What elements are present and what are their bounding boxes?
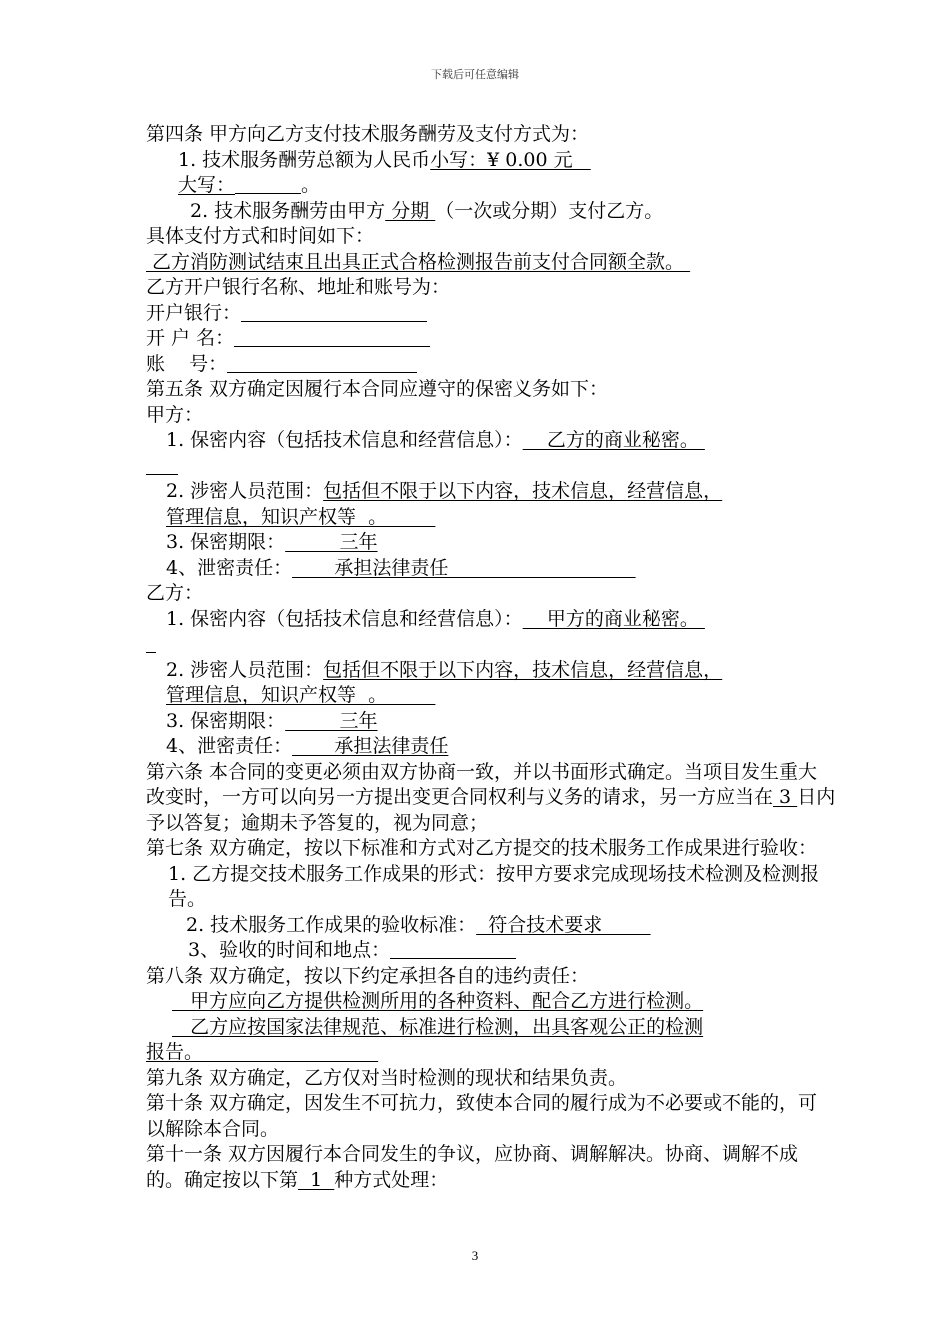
art6-text-before: 第六条 本合同的变更必须由双方协商一致，并以书面形式确定。当项目发生重大改变时，一方可以向另一方提出变更合同权利与义务的请求，另一方应当在 (146, 760, 818, 808)
art9-paragraph: 第九条 双方确定，乙方仅对当时检测的现状和结果负责。 (146, 1066, 628, 1089)
art7-item3 (146, 938, 836, 964)
art11-option: 1 (298, 1168, 335, 1191)
art5-a4-label: 4、泄密责任： (166, 556, 293, 579)
art5-b1-cont-blank (146, 633, 156, 653)
art5-b4-label: 4、泄密责任： (166, 735, 293, 757)
art5-a4-value: 承担法律责任 (292, 556, 636, 579)
art5-a2-value-line1: 包括但不限于以下内容，技术信息，经营信息， (323, 480, 723, 502)
art5-a2-label: 2. 涉密人员范围： (166, 480, 324, 502)
art5-a1-cont-blank (146, 455, 178, 475)
contract-body (146, 122, 836, 1193)
art5-a2-value-line2: 管理信息，知识产权等 。 (166, 505, 436, 528)
art8-line1 (146, 989, 836, 1015)
art5-title: 第五条 双方确定因履行本合同应遵守的保密义务如下： (146, 378, 609, 400)
art5-b1 (146, 607, 836, 633)
art4-item2-mode: 分期 (385, 199, 436, 222)
art5-a1-cont (146, 454, 836, 480)
art5-b3-value: 三年 (285, 709, 378, 732)
art4-account-row (146, 352, 836, 378)
art4-daxie-blank (235, 174, 301, 194)
art5-b2-cont (146, 683, 836, 709)
art8-line2 (146, 1015, 836, 1041)
art8-line2-text: 乙方应按国家法律规范、标准进行检测，出具客观公正的检测 (172, 1015, 704, 1038)
art5-b3-label: 3. 保密期限： (166, 709, 286, 732)
art4-item2-prefix: 2. 技术服务酬劳由甲方 (190, 199, 386, 222)
art6-text-after: 日内予以答复；逾期未予答复的，视为同意； (146, 786, 836, 834)
art11-text-before: 第十一条 双方因履行本合同发生的争议，应协商、调解解决。协商、调解不成的。确定按以下第 (146, 1143, 799, 1191)
art4-pay-intro: 具体支付方式和时间如下： (146, 225, 375, 247)
art7-item2 (146, 913, 836, 939)
art5-b2 (146, 658, 836, 684)
art10-paragraph: 第十条 双方确定，因发生不可抗力，致使本合同的履行成为不必要或不能的，可以解除本合同。 (146, 1092, 818, 1140)
art5-a2-cont (146, 505, 836, 531)
art5-a1-value: 乙方的商业秘密。 (522, 429, 705, 451)
art4-item1-amount: 小写：¥ 0.00 元 (430, 148, 591, 171)
art6-paragraph (146, 760, 836, 837)
art5-b3 (146, 709, 836, 735)
art11-text-after: 种方式处理： (334, 1168, 449, 1191)
art4-item1-prefix: 1. 技术服务酬劳总额为人民币 (178, 148, 431, 171)
art5-a4 (146, 556, 836, 582)
bank-label: 开户银行： (146, 301, 242, 324)
art6-days: 3 (773, 786, 798, 808)
name-blank (234, 327, 430, 347)
art4-bank-intro: 乙方开户银行名称、地址和账号为： (146, 276, 451, 298)
art5-b2-value-line2: 管理信息，知识产权等 。 (166, 684, 436, 706)
art4-item2-suffix: （一次或分期）支付乙方。 (435, 199, 664, 222)
art4-item2 (146, 199, 836, 225)
art7-title: 第七条 双方确定，按以下标准和方式对乙方提交的技术服务工作成果进行验收： (146, 837, 818, 859)
art4-pay-detail (146, 250, 836, 276)
art7-item2-label: 2. 技术服务工作成果的验收标准： (186, 913, 477, 936)
art5-b2-label: 2. 涉密人员范围： (166, 658, 324, 681)
art4-pay-detail-text: 乙方消防测试结束且出具正式合格检测报告前支付合同额全款。 (146, 250, 691, 273)
art8-line1-text: 甲方应向乙方提供检测所用的各种资料、配合乙方进行检测。 (172, 990, 704, 1012)
art4-item1-daxie (146, 173, 836, 199)
art7-item1: 1. 乙方提交技术服务工作成果的形式：按甲方要求完成现场技术检测及检测报告。 (168, 862, 820, 910)
art5-b1-label: 1. 保密内容（包括技术信息和经营信息）： (166, 607, 523, 630)
art4-title: 第四条 甲方向乙方支付技术服务酬劳及支付方式为： (146, 123, 590, 145)
art8-line2-cont (146, 1040, 836, 1066)
art5-b1-value: 甲方的商业秘密。 (522, 607, 705, 630)
art5-a3-label: 3. 保密期限： (166, 531, 286, 553)
art5-a1 (146, 428, 836, 454)
art5-b4-value: 承担法律责任 (292, 735, 449, 757)
art4-daxie-label: 大写： (178, 174, 236, 196)
name-label: 开 户 名： (146, 327, 235, 349)
art4-bank-row (146, 301, 836, 327)
art7-item3-blank (390, 939, 516, 959)
art5-a1-label: 1. 保密内容（包括技术信息和经营信息）： (166, 429, 523, 451)
account-label: 账 号： (146, 352, 228, 375)
art4-item1 (146, 148, 836, 174)
page-header: 下载后可任意编辑 (431, 68, 519, 81)
page-number: 3 (471, 1248, 479, 1263)
art5-b2-value-line1: 包括但不限于以下内容，技术信息，经营信息， (323, 658, 723, 681)
art11-paragraph (146, 1142, 836, 1193)
art5-party-b: 乙方： (146, 582, 204, 604)
art5-party-a: 甲方： (146, 403, 204, 426)
art5-b1-cont (146, 632, 836, 658)
art5-a3-value: 三年 (285, 531, 378, 553)
art7-item3-label: 3、验收的时间和地点： (188, 939, 391, 961)
art5-b4 (146, 734, 836, 760)
art4-name-row (146, 326, 836, 352)
art5-a3 (146, 530, 836, 556)
art8-title: 第八条 双方确定，按以下约定承担各自的违约责任： (146, 964, 590, 987)
art8-line2-cont-text: 报告。 (146, 1041, 379, 1063)
art7-item2-value: 符合技术要求 (476, 913, 651, 936)
art4-daxie-end: 。 (301, 174, 321, 196)
account-blank (227, 353, 417, 373)
bank-blank (241, 302, 427, 322)
art5-a2 (146, 479, 836, 505)
